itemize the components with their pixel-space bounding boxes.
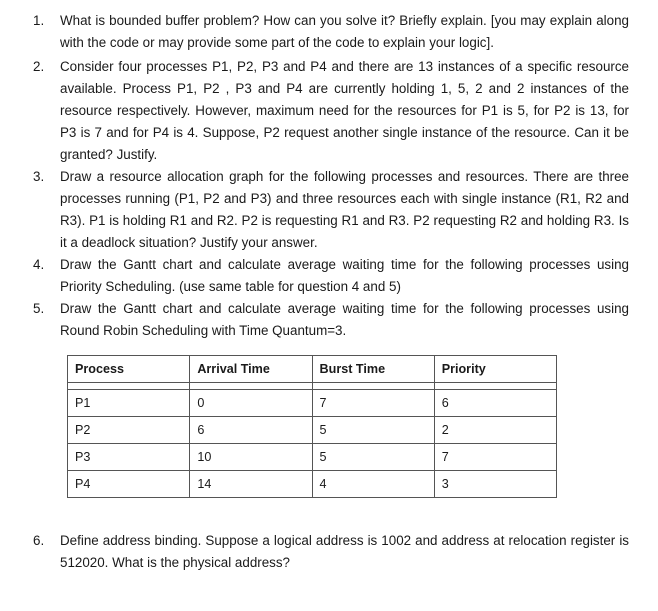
question-6 — [33, 530, 629, 574]
question-number: 4. — [33, 257, 45, 272]
table-cell: 6 — [434, 390, 556, 417]
table-cell: P3 — [68, 444, 190, 471]
column-header-process: Process — [68, 356, 190, 383]
question-text: Consider four processes P1, P2, P3 and P4 and there are 13 instances of a specific resource available. Process P1, P2 , P3 and P4 are currently holding 1, 5, 2 and 2 instances of the resource respectively. However, maximum need for the resources for P1 is 5, for P2 is 13, for P3 is 7 and for P4 is 4. Suppose, P2 request another single instance of the resource. Can it be granted? Justify. — [60, 59, 629, 162]
question-3 — [33, 166, 629, 254]
question-number: 6. — [33, 533, 45, 548]
question-text: Define address binding. Suppose a logical address is 1002 and address at relocation register is 512020. What is the physical address? — [60, 533, 629, 570]
table-cell: 0 — [190, 390, 312, 417]
question-text: Draw the Gantt chart and calculate average waiting time for the following processes using Priority Scheduling. (use same table for question 4 and 5) — [60, 257, 629, 294]
question-5 — [33, 298, 629, 342]
table-cell: 5 — [312, 444, 434, 471]
table-cell: P2 — [68, 417, 190, 444]
question-number: 2. — [33, 59, 45, 74]
question-number: 3. — [33, 169, 45, 184]
column-header-burst-time: Burst Time — [312, 356, 434, 383]
question-number: 5. — [33, 301, 45, 316]
table-cell: 4 — [312, 471, 434, 498]
table-cell: P4 — [68, 471, 190, 498]
table-cell: 14 — [190, 471, 312, 498]
process-table — [67, 355, 557, 498]
table-cell: 2 — [434, 417, 556, 444]
table-cell: 3 — [434, 471, 556, 498]
table-header-row — [68, 356, 557, 383]
table-row — [68, 390, 557, 417]
table-cell: 5 — [312, 417, 434, 444]
table-cell: 10 — [190, 444, 312, 471]
table-spacer — [68, 383, 557, 390]
table-row — [68, 444, 557, 471]
table-cell: 7 — [312, 390, 434, 417]
question-text: Draw the Gantt chart and calculate average waiting time for the following processes using Round Robin Scheduling with Time Quantum=3. — [60, 301, 629, 338]
question-text: What is bounded buffer problem? How can you solve it? Briefly explain. [you may explain along with the code or may provide some part of the code to explain your logic]. — [60, 13, 629, 50]
table-cell: P1 — [68, 390, 190, 417]
question-4 — [33, 254, 629, 298]
table-cell: 7 — [434, 444, 556, 471]
question-2 — [33, 56, 629, 166]
table-row — [68, 471, 557, 498]
column-header-priority: Priority — [434, 356, 556, 383]
table-cell: 6 — [190, 417, 312, 444]
question-number: 1. — [33, 13, 45, 28]
question-1 — [33, 10, 629, 54]
column-header-arrival-time: Arrival Time — [190, 356, 312, 383]
question-text: Draw a resource allocation graph for the following processes and resources. There are three processes running (P1, P2 and P3) and three resources each with single instance (R1, R2 and R3). P1 is holding R1 and R2. P2 is requesting R1 and R3. P2 requesting R2 and holding R3. Is it a deadlock situation? Justify your answer. — [60, 169, 629, 250]
table-row — [68, 417, 557, 444]
